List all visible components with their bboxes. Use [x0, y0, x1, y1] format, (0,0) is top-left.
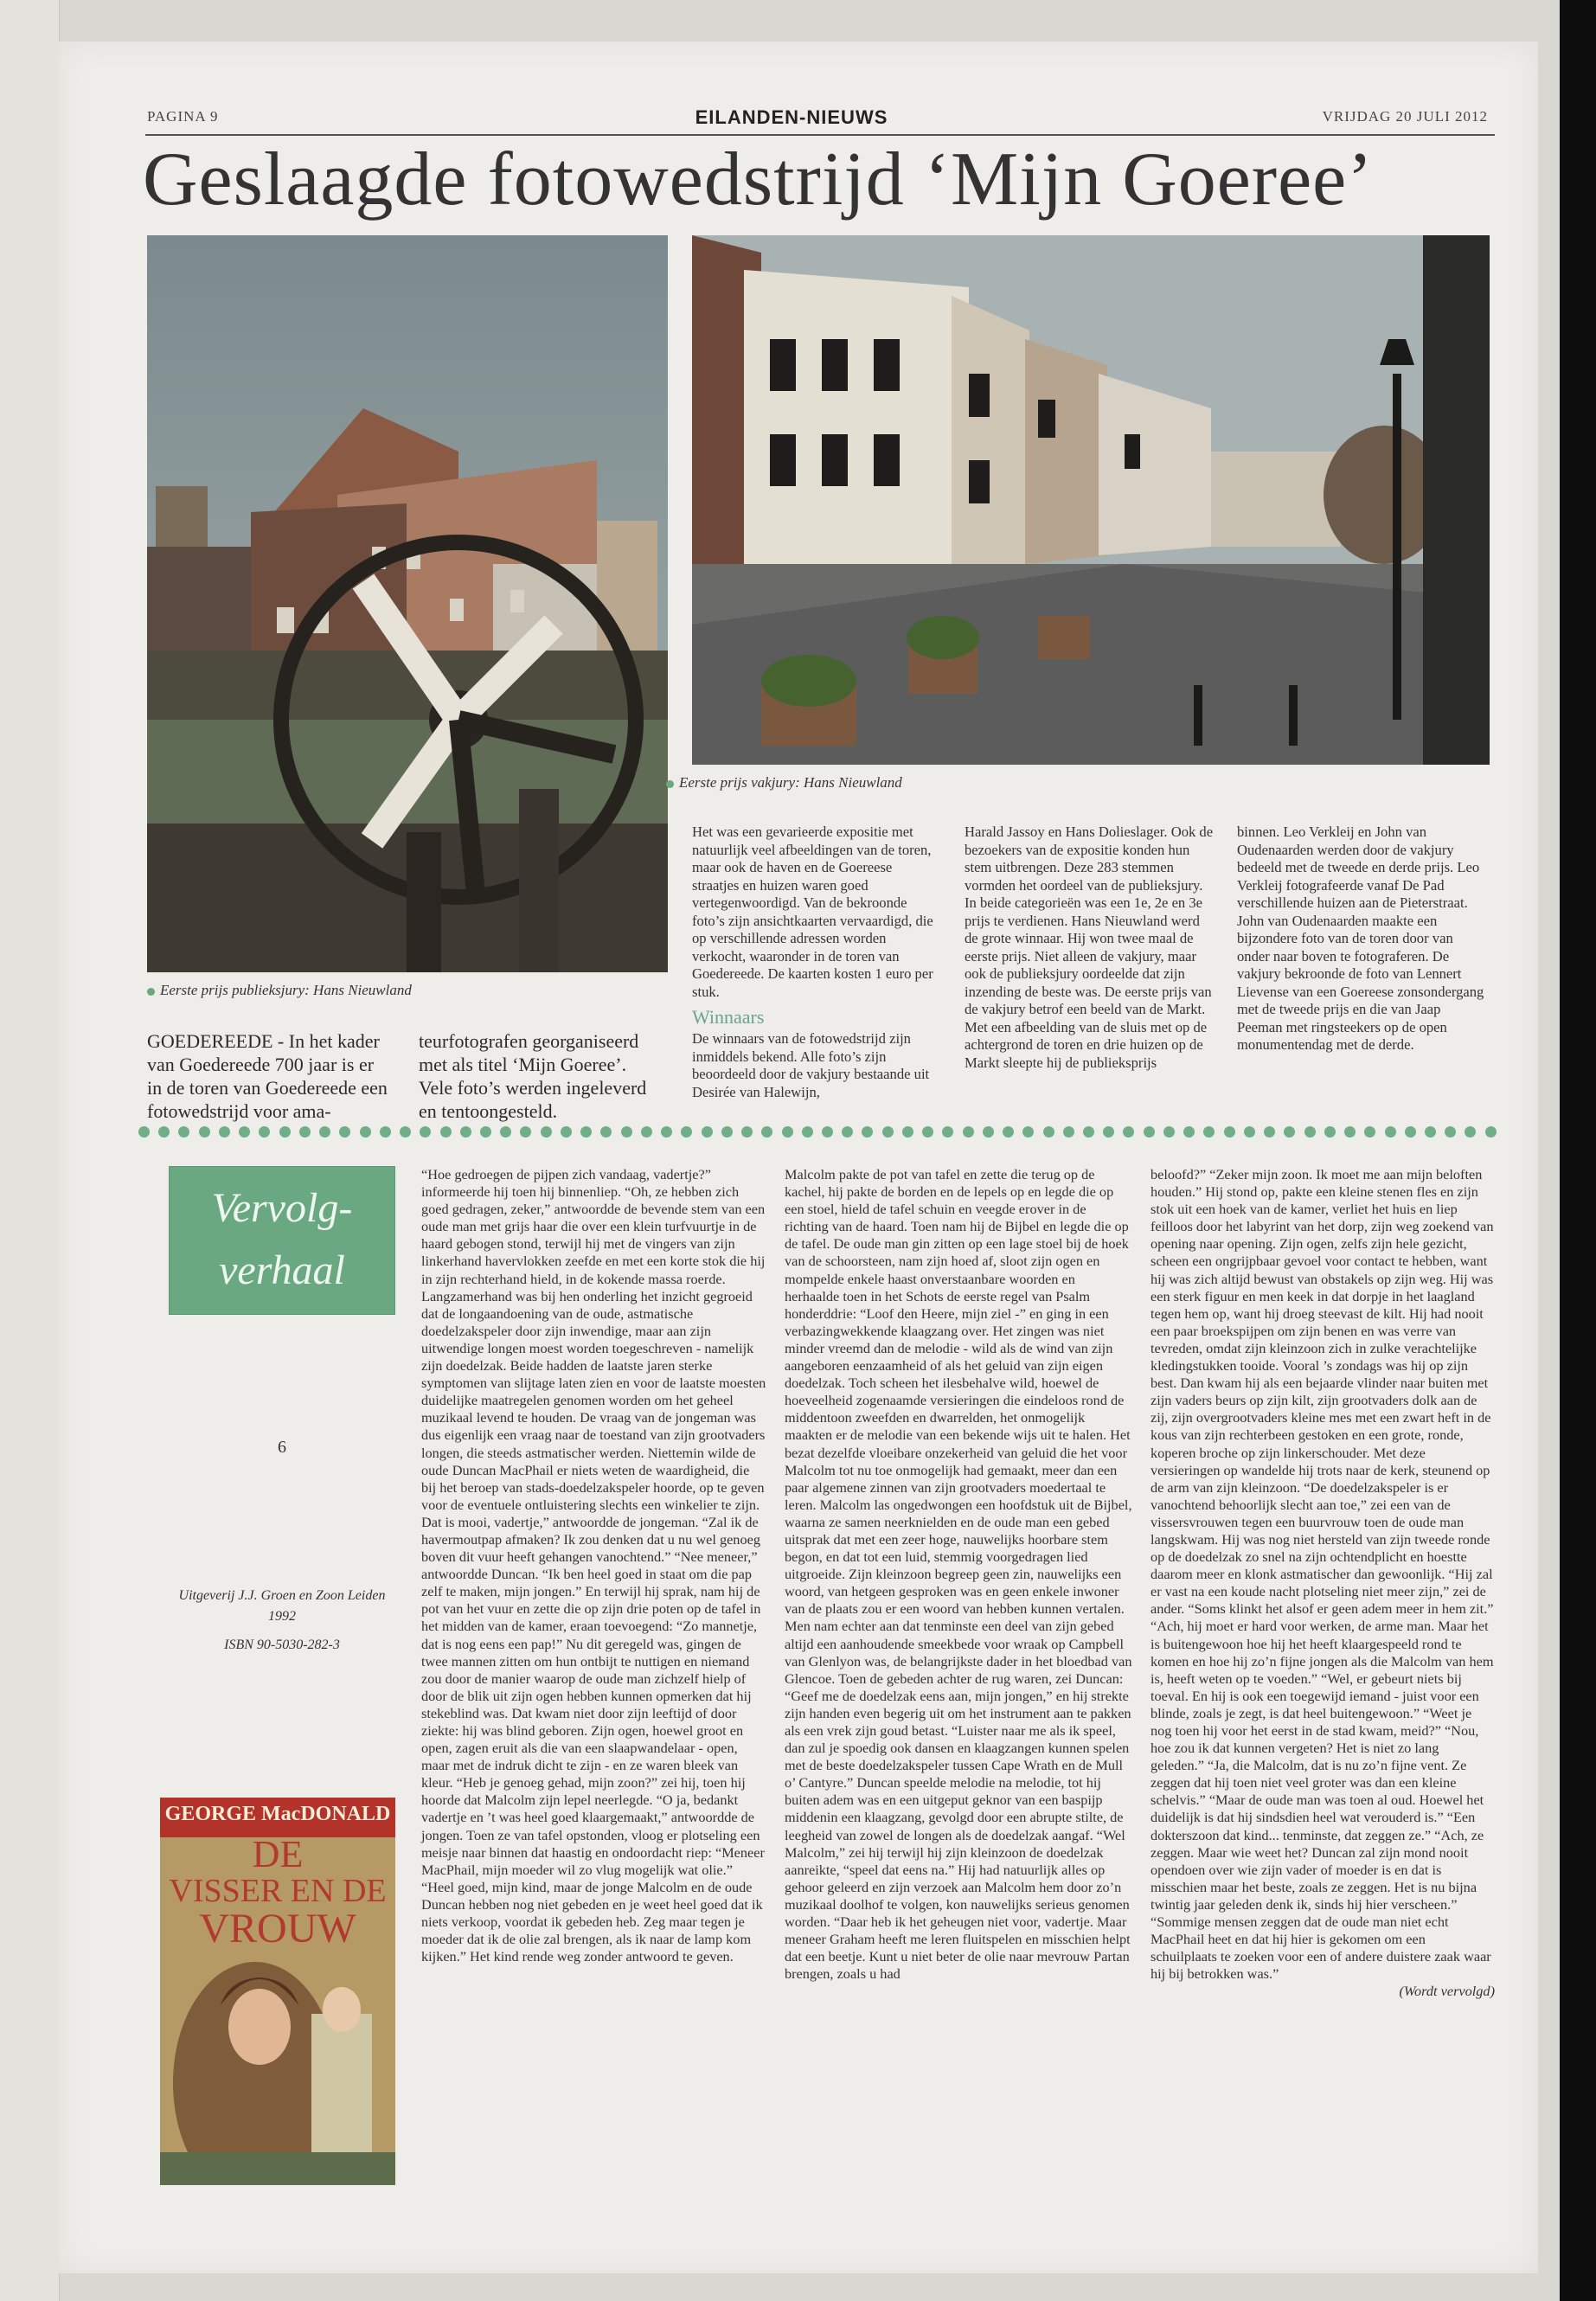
article-subhead: Winnaars — [692, 1006, 765, 1028]
serial-label-line: Vervolg- — [211, 1185, 353, 1231]
article-lead: GOEDEREEDE - In het kader van Goedereede 700 jaar is er in de toren van Goedereede een fotowedstrijd voor ama- — [147, 1030, 388, 1122]
book-cover — [160, 1798, 395, 2185]
article-paragraph: Het was een gevarieerde expositie met natuurlijk veel afbeeldingen van de toren, maar ook de haven en de Goereese straatjes en huizen waren goed vertegenwoordigd. Van de bekroonde foto’s zijn ansichtkaarten vervaardigd, die op verschillende adressen worden verkocht, waaronder in de toren van Goedereede. De kaarten kosten 1 euro per stuk. — [692, 824, 933, 1000]
bullet-icon — [666, 780, 674, 788]
issue-date: VRIJDAG 20 JULI 2012 — [1322, 108, 1488, 125]
page-number: PAGINA 9 — [147, 108, 219, 125]
book-author: GEORGE MacDONALD — [164, 1803, 391, 1825]
book-title-line: VISSER EN DE — [169, 1873, 387, 1909]
dot-divider — [138, 1126, 1497, 1142]
article-column-3: binnen. Leo Verkleij en John van Oudenaarden werden door de vakjury bedeeld met de tweede en derde prijs. Leo Verkleij fotografeerde vanaf De Pad verschillende huizen aan de Pieterstraat. John van Oudenaarden maakte een bijzondere foto van de toren door van onder naar boven te fotograferen. De vakjury bekroonde de foto van Lennert Lievense van een Goereese zonsondergang met de tweede prijs en die van Jaap Peeman met ringsteekers op de open monumentendag met de derde. — [1237, 824, 1484, 1053]
publisher: Uitgeverij J.J. Groen en Zoon Leiden — [178, 1588, 386, 1603]
photo-markt — [692, 235, 1490, 765]
serial-column-3 — [1151, 1166, 1495, 2001]
episode-number: 6 — [278, 1438, 286, 1457]
bullet-icon — [147, 988, 155, 996]
serial-label-line: verhaal — [219, 1247, 345, 1293]
scanner-edge — [1560, 0, 1596, 2301]
article-column-2: Harald Jassoy en Hans Dolieslager. Ook de bezoekers van de expositie konden hun stem uitbrengen. Deze 283 stemmen vormden het oordeel van de publieksjury. In beide categorieën was een 1e, 2e en 3e prijs te verdienen. Hans Nieuwland werd de grote winnaar. Hij won twee maal de eerste prijs. Niet alleen de vakjury, maar ook de publieksjury oordeelde dat zijn inzending de beste was. De eerste prijs van de vakjury betrof een beeld van de Markt. Met een afbeelding van de sluis met op de achtergrond de toren en drie huizen op de Markt sleepte hij de publieksprijs — [965, 824, 1214, 1071]
publication-year: 1992 — [268, 1609, 296, 1624]
article-lead-continued: teurfotografen georganiseerd met als titel ‘Mijn Goeree’. Vele foto’s werden ingeleverd en tentoongesteld. — [419, 1030, 647, 1122]
photo-sluis — [147, 235, 668, 972]
article-column-1 — [692, 824, 939, 1101]
header-rule — [145, 134, 1495, 136]
masthead: EILANDEN-NIEUWS — [695, 106, 888, 128]
adjacent-page-edge — [0, 0, 60, 2301]
caption-photo-sluis — [147, 982, 412, 999]
caption-text: Eerste prijs publieksjury: Hans Nieuwland — [160, 982, 412, 998]
serial-label — [169, 1166, 395, 1315]
caption-photo-markt — [666, 774, 902, 792]
article-paragraph: De winnaars van de fotowedstrijd zijn inmiddels bekend. Alle foto’s zijn beoordeeld door de vakjury bestaande uit Desirée van Halewijn, — [692, 1030, 930, 1100]
headline: Geslaagde fotowedstrijd ‘Mijn Goeree’ — [143, 138, 1374, 221]
page-header — [87, 108, 1497, 138]
serial-column-1: “Hoe gedroegen de pijpen zich vandaag, vadertje?” informeerde hij toen hij binnenliep. “Oh, ze hebben zich goed gedragen, zeker,” antwoordde de bevende stem van een oude man met grijs haar die over een klein turfvuurtje in de haard gebogen stond, terwijl hij met de vingers van zijn linkerhand havervlokken zeefde en met een korte stok die hij in zijn rechterhand hield, in de kokende massa roerde. Langzamerhand was bij hen onderling het inzicht gegroeid dat de longaandoening van de oude, astmatische doedelzakspeler door zijn inwendige, maar aan zijn uitwendige longen moest worden toegeschreven - namelijk zijn doedelzak. Beide hadden de laatste jaren sterke symptomen van slijtage laten zien en voor de laatste moesten duidelijke maatregelen genomen worden om het geheel muzikaal levend te houden. De vraag van de jongeman was dus eigenlijk een vraag naar de toestand van zijn grootvaders longen, die steeds astmatischer werden. Niettemin wilde de oude Duncan MacPhail er niets weten de waardigheid, die bij het beroep van stads-doedelzakspeler hoorde, op te geven voor de eventuele ontluistering slechts een winkelier te zijn. Dat is mooi, vadertje,” antwoordde de jongeman. “Zal ik de havermoutpap afmaken? Ik zou denken dat u nu wel genoeg boven dit vuur heeft gehangen vanochtend.” “Nee meneer,” antwoordde Duncan. “Ik ben heel goed in staat om die pap zelf te maken, mijn jongen.” En terwijl hij sprak, nam hij de pot van het vuur en zette die op zijn drie poten op de tafel in het midden van de kamer, eraan toevoegend: “Zo mannetje, dat is nog eens een pap!” Nu dit geregeld was, gingen de twee mannen zitten om hun ontbijt te nuttigen en niemand zou door de manier waarop de oude man zichzelf hielp of door de blik uit zijn ogen hebben kunnen opmerken dat hij stekeblind was. Dat kwam niet door zijn leeftijd of door ziekte: hij was blind geboren. Zijn ogen, hoewel groot en open, zagen eruit als die van een slaapwandelaar - open, maar met de indruk dicht te zijn - en ze waren bleek van kleur. “Heb je genoeg gehad, mijn zoon?” zei hij, toen hij hoorde dat Malcolm zijn lepel neerlegde. “O ja, bedankt vadertje en ’t was heel goed klaargemaakt,” antwoordde de jongen. Toen ze van tafel opstonden, vloog er plotseling een meisje naar binnen dat haastig en ondoordacht riep: “Meneer MacPhail, mijn moeder wil zo vlug mogelijk wat olie.” “Heel goed, mijn kind, maar de jonge Malcolm en de oude Duncan hebben nog niet gebeden en je weet heel goed dat ik niets verkoop, voordat ik gebeden heb. Zeg maar tegen je moeder dat ik de olie zal brengen, als ik naar de lamp kom kijken.” Het kind rende weg zonder antwoord te geven. — [421, 1166, 766, 1965]
book-title-line: DE — [252, 1833, 304, 1875]
serial-column-2: Malcolm pakte de pot van tafel en zette die terug op de kachel, hij pakte de borden en de lepels op en legde die op een stoel, hield de tafel schuin en veegde erover in de richting van de haard. Toen nam hij de Bijbel en legde die op de tafel. De oude man gin zitten op een lage stoel bij de hoek van de schoorsteen, nam zijn hoed af, sloot zijn ogen en mompelde enkele haast onverstaanbare woorden en herhaalde toen in het Schots de eerste regel van Psalm honderddrie: “Loof den Heere, mijn ziel -” en ging in een verbazingwekkende klaagzang over. Het zingen was niet minder vreemd dan de melodie - wild als de wind van zijn aangeboren eenzaamheid of als het geluid van zijn eigen doedelzak. Toch scheen het ilesbehalve wild, hoewel de hoeveelheid zogenaamde versieringen die eindeloos rond de middentoon zweefden en dwarrelden, het onmogelijk maakten er de melodie van een bekende wijs uit te halen. Het bezat dezelfde vloeibare onzekerheid van geluid die het voor Malcolm tot nu toe onmogelijk had gemaakt, meer dan een paar algemene zinnen van zijn grootvaders moedertaal te leren. Malcolm las ongedwongen een hoofdstuk uit de Bijbel, waarna ze samen neerknielden en de oude man een gebed uitsprak dat met een zeer hoge, nauwelijks hoorbare stem begon, en dat tot een luid, stemmig voorgedragen lied uitgroeide. Zijn kleinzoon begreep geen zin, nauwelijks een woord, van hetgeen gesproken was en geen enkele inwoner van de plaats zou er een woord van hebben kunnen vertalen. Men nam echter aan dat tenminste een deel van zijn gebed altijd een aanhoudende smeekbede voor wraak op Campbell van Glenlyon was, de belangrijkste dader in het bloedbad van Glencoe. Toen de gebeden achter de rug waren, zei Duncan: “Geef me de doedelzak eens aan, mijn jongen,” en hij strekte zijn handen even begerig uit om het instrument aan te pakken als een vrek zijn goud betast. “Luister naar me als ik speel, dan zul je spoedig ook dansen en klaagzangen kunnen spelen met de beste doedelzakspeler tussen Cape Wrath en de Mull o’ Cantyre.” Duncan speelde melodie na melodie, tot hij buiten adem was en een uitgeput geknor van een baspijp middenin een klaagzang, gevolgd door een abrupte stilte, de leegheid van zowel de longen als de doedelzak aangaf. “Wel Malcolm,” zei hij terwijl hij zijn kleinzoon de doedelzak aanreikte, “speel dat eens na.” Hij had natuurlijk alles op gehoor geleerd en zijn verzoek aan Malcolm hem door zoʼn muzikaal doolhof te volgen, kon nauwelijks serieus genomen worden. “Daar heb ik het geheugen niet voor, vadertje. Maar meneer Graham heeft me leren fluitspelen en misschien helpt dat een beetje. Kunt u niet beter de olie naar mevrouw Partan brengen, zoals u had — [785, 1166, 1132, 1983]
book-title-line: VROUW — [199, 1906, 356, 1952]
to-be-continued: (Wordt vervolgd) — [1399, 1983, 1495, 2000]
isbn: ISBN 90-5030-282-3 — [224, 1638, 340, 1652]
caption-text: Eerste prijs vakjury: Hans Nieuwland — [679, 774, 902, 791]
serial-paragraph: beloofd?” “Zeker mijn zoon. Ik moet me aan mijn beloften houden.” Hij stond op, pakte een kleine stenen fles en zijn stok uit een hoek van de kamer, verliet het huis en liep feilloos door het labyrint van het dorp, zijn weg zoekend van opening naar opening. Zijn ogen, zelfs zijn hele gezicht, scheen een ongrijpbaar gevoel voor contact te hebben, want hij was zich altijd bewust van obstakels op zijn weg. Hij was een sterk figuur en men keek in dat dorpje in het laagland tegen hem op, want hij droeg steevast de kilt. Hij had nooit een paar broekspijpen om zijn benen en was verre van tevreden, omdat zijn kleinzoon zich in zulke verachtelijke kledingstukken tooide. Vooral ’s zondags was hij op zijn best. Dan kwam hij als een bejaarde vlinder naar buiten met zijn vaders beurs op zijn kilt, zijn grootvaders dolk aan de zij, zijn overgrootvaders kleine mes met een zwart heft in de kous van zijn rechterbeen gestoken en een grote, ronde, koperen broche op zijn linkerschouder. Met deze versieringen op wandelde hij trots naar de kerk, steunend op de arm van zijn kleinzoon. “De doedelzakspeler is er vanochtend behoorlijk slecht aan toe,” zei een van de vissersvrouwen tegen een buurvrouw toen de oude man langskwam. Hij was nog niet hersteld van zijn tweede ronde op de doedelzak zo snel na zijn ochtendplicht en hoestte daarom meer en klonk astmatischer dan gewoonlijk. “Hij zal er vast na een koude nacht plotseling niet meer zijn,” zei de ander. “Soms klinkt het alsof er geen adem meer in hem zit.” “Ach, hij moet er hard voor werken, de arme man. Maar het is buitengewoon hoe hij het heeft klaargespeeld rond te komen en hoe hij zoʼn fijne jongen als die Malcolm van hem is, heeft weten op te voeden.” “Wel, er gebeurt niets bij toeval. En hij is ook een toegewijd iemand - juist voor een blinde, zoals je zegt, is dat heel buitengewoon.” “Weet je nog toen hij voor het eerst in de stad kwam, meid?” “Nou, hoe zou ik dat kunnen vergeten? Het is niet zo lang geleden.” “Ja, die Malcolm, dat is nu zoʼn fijne vent. Ze zeggen dat hij toen niet veel groter was dan een kleine schelvis.” “Maar de oude man was toen al oud. Hoewel het duidelijk is dat hij sindsdien heel wat verouderd is.” “Een dokterszoon dat kind... tenminste, dat zeggen ze.” “Ach, ze zeggen. Maar wie weet het? Duncan zal zijn mond nooit opendoen over wie zijn vader of moeder is en dat is misschien maar het beste, zoals ze zeggen. Het is nu bijna twintig jaar geleden denk ik, sinds hij hier verscheen.” “Sommige mensen zeggen dat de oude man niet echt MacPhail heet en dat hij hier is gekomen om een schuilplaats te zoeken voor een of andere duistere zaak waar hij bij betrokken was.” — [1151, 1166, 1494, 1983]
